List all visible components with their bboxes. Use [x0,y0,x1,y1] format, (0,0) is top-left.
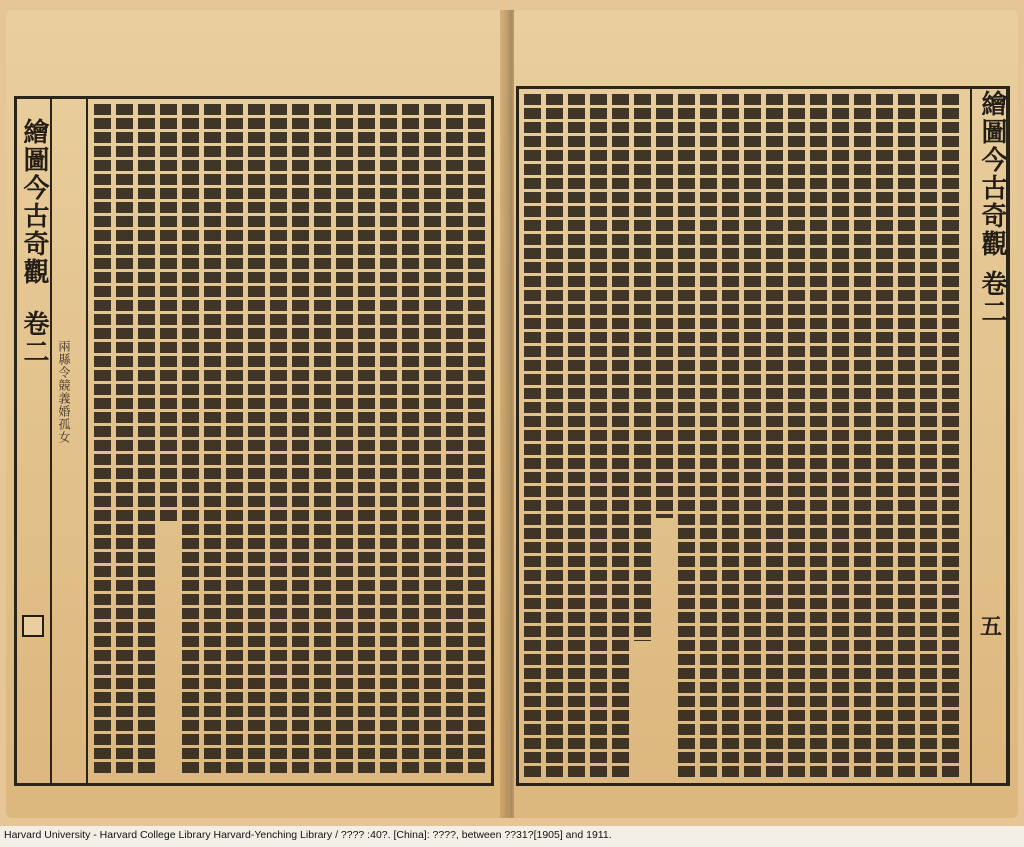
text-column [182,104,199,776]
text-column [942,94,959,778]
text-column [634,94,651,641]
text-column [380,104,397,776]
text-column [314,104,331,776]
left-text-block [94,104,488,776]
text-column [854,94,871,778]
text-column [446,104,463,776]
left-book-title: 繪圖今古奇觀 [19,118,49,286]
text-column [590,94,607,778]
text-column [270,104,287,776]
right-page-number: 五 [980,614,1003,640]
text-column [722,94,739,778]
text-column [810,94,827,778]
text-column [336,104,353,776]
text-column [700,94,717,778]
left-volume-label: 卷二 [19,310,49,366]
text-column [226,104,243,776]
library-caption: Harvard University - Harvard College Library Harvard-Yenching Library / ???? :40?. [China]: ????, between ??31?[1905] and 1911. [4,829,612,841]
right-margin-rule [970,86,972,786]
text-column [292,104,309,776]
right-volume-label: 卷二 [977,270,1007,326]
text-column [656,94,673,518]
text-column [524,94,541,778]
text-column [568,94,585,778]
text-column [204,104,221,776]
left-margin-rule-2 [86,96,88,786]
text-column [678,94,695,778]
text-column [468,104,485,776]
left-side-note: 兩縣令競義婚孤女 [57,340,71,444]
text-column [766,94,783,778]
right-book-title: 繪圖今古奇觀 [977,90,1007,258]
text-column [898,94,915,778]
text-column [94,104,111,776]
text-column [920,94,937,778]
text-column [424,104,441,776]
text-column [788,94,805,778]
text-column [876,94,893,778]
text-column [138,104,155,776]
text-column [546,94,563,778]
text-column [358,104,375,776]
text-column [248,104,265,776]
text-column [612,94,629,778]
text-column [832,94,849,778]
left-page-tag [22,615,44,637]
text-column [744,94,761,778]
text-column [160,104,177,521]
text-column [116,104,133,776]
text-column [402,104,419,776]
right-text-block [524,94,964,778]
